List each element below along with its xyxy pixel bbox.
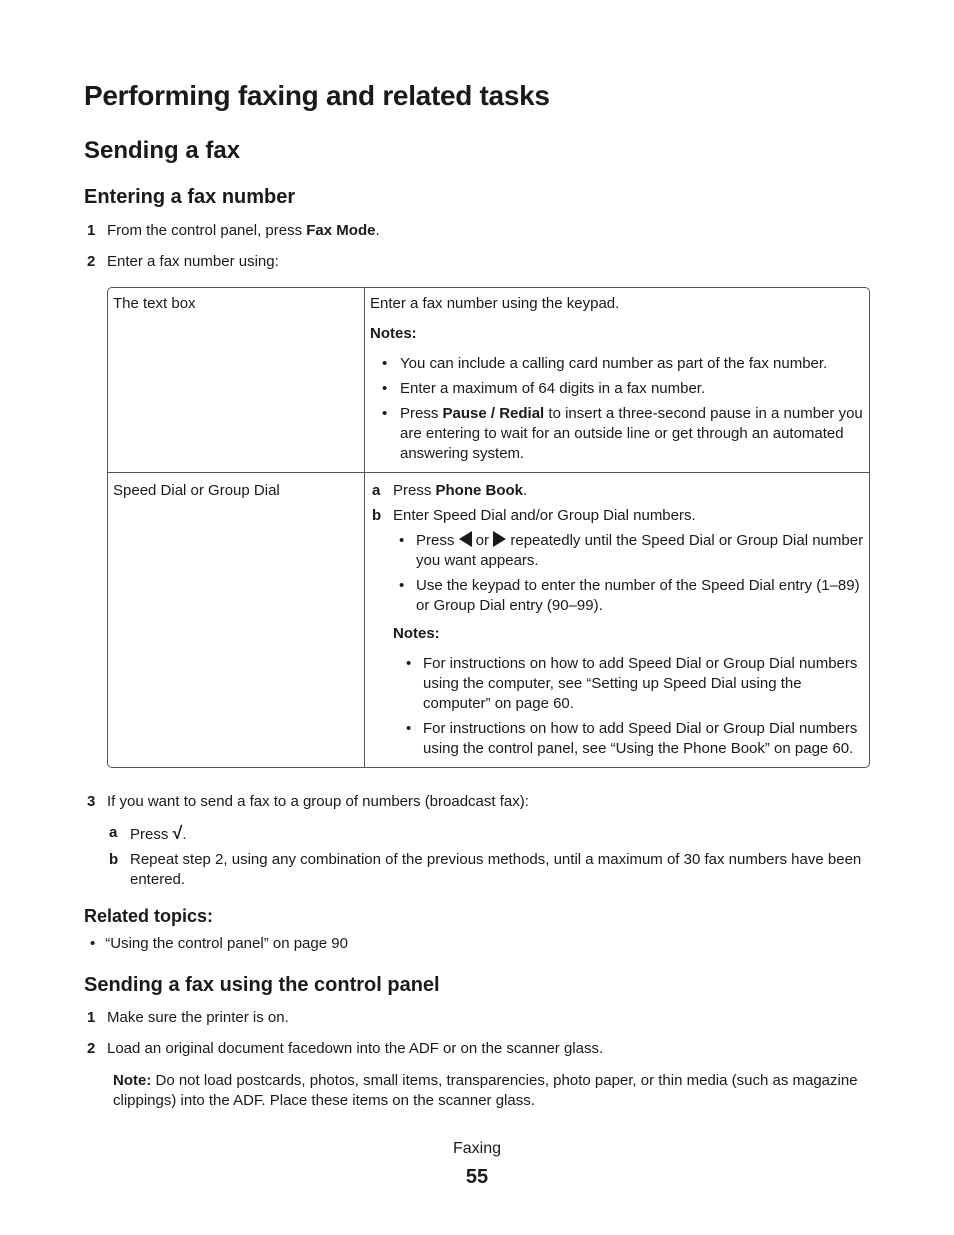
step-number: 1 bbox=[87, 222, 96, 239]
subsection-title: Sending a fax using the control panel bbox=[84, 974, 440, 996]
step-text: Load an original document facedown into the ADF or on the scanner glass. bbox=[107, 1040, 604, 1057]
list-item: • Enter a maximum of 64 digits in a fax number. bbox=[370, 379, 864, 399]
notes-list bbox=[393, 654, 864, 759]
footer-chapter: Faxing bbox=[452, 1140, 502, 1157]
step-number: 2 bbox=[87, 253, 96, 270]
step-text: Enter a fax number using: bbox=[107, 253, 279, 270]
sub-step-text: Press √. bbox=[130, 823, 187, 843]
sub-step: a Press Phone Book. bbox=[372, 482, 528, 499]
list-item: • You can include a calling card number as part of the fax number. bbox=[370, 354, 864, 374]
related-topics-title: Related topics: bbox=[84, 906, 214, 926]
checkmark-icon: √ bbox=[172, 823, 183, 843]
sub-step-text: Repeat step 2, using any combination of the previous methods, until a maximum of 30 fax numbers have been entered. bbox=[130, 851, 862, 888]
list-item: • For instructions on how to add Speed Dial or Group Dial numbers using the control panel, see “Using the Phone Book” on page 60. bbox=[393, 719, 864, 759]
sub-step: b Enter Speed Dial and/or Group Dial numbers. bbox=[372, 507, 696, 524]
sub-step-letter: a bbox=[109, 824, 118, 841]
table-cell-content bbox=[365, 472, 869, 767]
intro-text: Enter a fax number using the keypad. bbox=[370, 295, 620, 312]
step-text: From the control panel, press Fax Mode. bbox=[107, 222, 380, 239]
sub-step-letter: b bbox=[109, 851, 119, 868]
notes-list bbox=[370, 354, 864, 464]
notes-label: Notes: bbox=[393, 625, 440, 642]
step-number: 1 bbox=[87, 1009, 96, 1026]
section-title: Sending a fax bbox=[84, 137, 241, 164]
page-number: 55 bbox=[465, 1166, 489, 1188]
left-arrow-icon bbox=[459, 531, 472, 547]
step-number: 2 bbox=[87, 1040, 96, 1057]
note-text: Note: Do not load postcards, photos, small items, transparencies, photo paper, or thin media (such as magazine clippings) into the ADF. Place these items on the scanner glass. bbox=[113, 1072, 858, 1109]
table-row bbox=[108, 472, 869, 767]
step-number: 3 bbox=[87, 793, 96, 810]
list-item: • Use the keypad to enter the number of the Speed Dial entry (1–89) or Group Dial entry (90–99). bbox=[393, 576, 864, 616]
step-text: If you want to send a fax to a group of numbers (broadcast fax): bbox=[107, 793, 529, 810]
step-text: Make sure the printer is on. bbox=[107, 1009, 289, 1026]
page-title: Performing faxing and related tasks bbox=[84, 80, 550, 111]
notes-label: Notes: bbox=[370, 325, 417, 342]
related-topic-item[interactable]: • “Using the control panel” on page 90 bbox=[90, 935, 348, 952]
fax-entry-table bbox=[107, 287, 870, 768]
right-arrow-icon bbox=[493, 531, 506, 547]
list-item: • Press or repeatedly until the Speed Dial or Group Dial number you want appears. bbox=[393, 531, 864, 571]
table-cell-label: The text box bbox=[108, 288, 365, 472]
sub-list bbox=[393, 531, 864, 616]
list-item: • For instructions on how to add Speed Dial or Group Dial numbers using the computer, see “Setting up Speed Dial using the computer” on page 60. bbox=[393, 654, 864, 714]
subsection-title: Entering a fax number bbox=[84, 186, 296, 208]
table-cell-content bbox=[365, 288, 869, 472]
table-row bbox=[108, 288, 869, 472]
list-item: • Press Pause / Redial to insert a three-second pause in a number you are entering to wait for an outside line or get through an automated answering system. bbox=[370, 404, 864, 464]
table-cell-label: Speed Dial or Group Dial bbox=[108, 472, 365, 767]
